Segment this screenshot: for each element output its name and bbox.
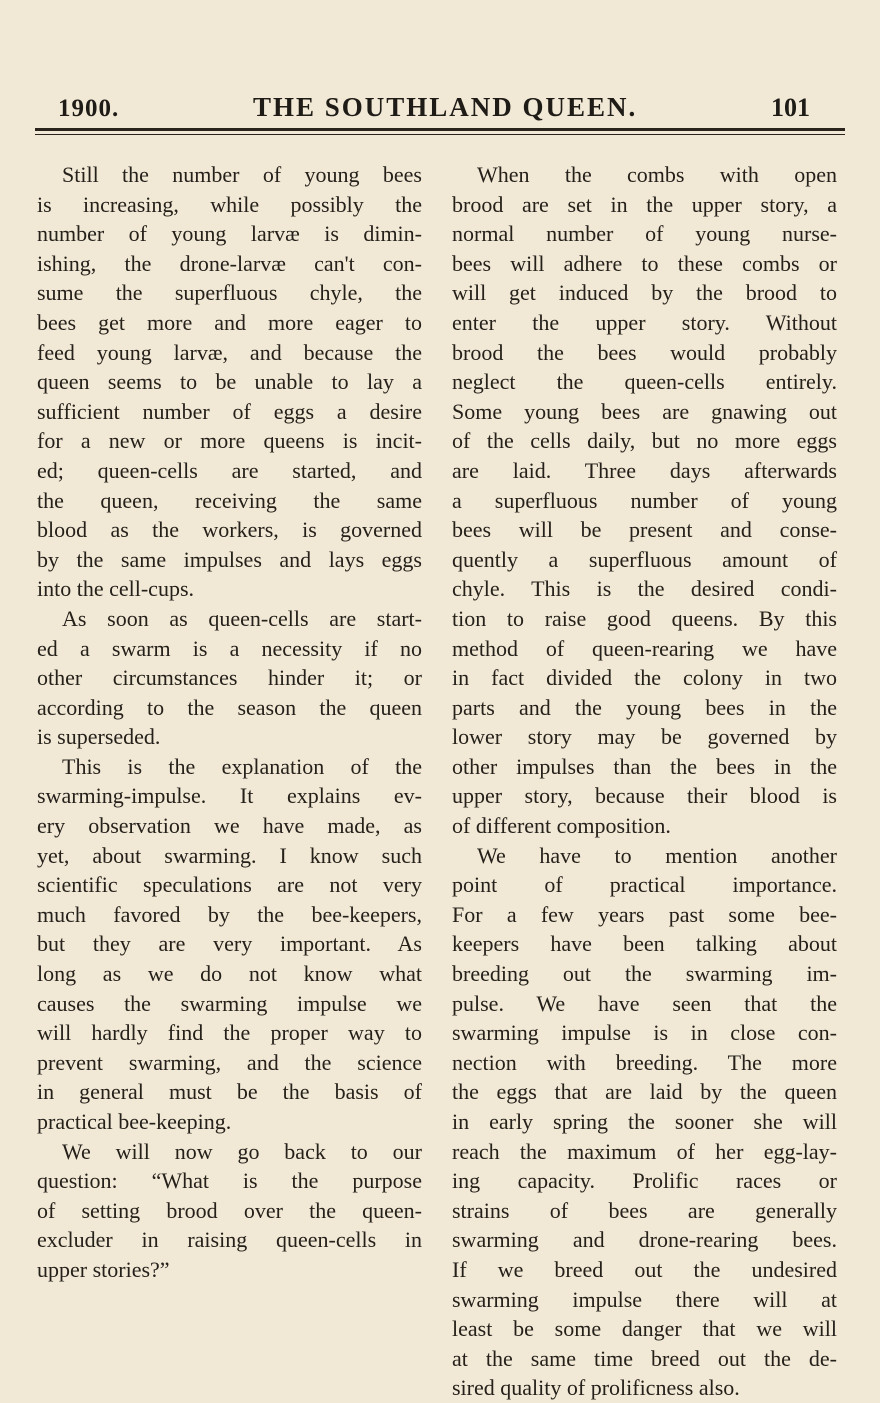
text-line: question: “What is the purpose	[37, 1168, 422, 1194]
text-line: blood as the workers, is governed	[37, 517, 422, 543]
text-line: prevent swarming, and the science	[37, 1049, 422, 1075]
text-line: When the combs with open	[477, 162, 837, 187]
text-line: nection with breeding. The more	[452, 1049, 837, 1075]
text-line: long as we do not know what	[37, 961, 422, 987]
text-line: parts and the young bees in the	[452, 694, 837, 720]
text-line: into the cell-cups.	[37, 576, 195, 602]
text-line: is increasing, while possibly the	[37, 191, 422, 217]
text-line: upper stories?”	[37, 1256, 170, 1282]
text-line: enter the upper story. Without	[452, 309, 837, 335]
text-line: bees will be present and conse-	[452, 517, 837, 543]
text-line: a superfluous number of young	[452, 487, 837, 513]
text-line: by the same impulses and lays eggs	[37, 546, 422, 572]
text-line: ing capacity. Prolific races or	[452, 1168, 837, 1194]
text-line: causes the swarming impulse we	[37, 990, 422, 1016]
text-line: sufficient number of eggs a desire	[37, 398, 422, 424]
text-line: queen seems to be unable to lay a	[37, 369, 422, 395]
text-line: As soon as queen-cells are start-	[62, 605, 422, 631]
text-line: the queen, receiving the same	[37, 487, 422, 513]
header-rule-thick	[35, 128, 845, 131]
running-head	[58, 92, 810, 128]
text-line: swarming impulse there will at	[452, 1286, 837, 1312]
text-line: This is the explanation of the	[62, 753, 422, 779]
page-number: 101	[770, 93, 810, 122]
left-column	[37, 160, 422, 1285]
journal-title: THE SOUTHLAND QUEEN.	[252, 92, 638, 122]
text-line: excluder in raising queen-cells in	[37, 1227, 422, 1253]
text-line: ery observation we have made, as	[37, 813, 422, 839]
header-rule-thin	[35, 134, 845, 135]
text-line: is superseded.	[37, 724, 161, 750]
text-line: breeding out the swarming im-	[452, 961, 837, 987]
text-line: feed young larvæ, and because the	[37, 339, 422, 365]
text-line: ed; queen-cells are started, and	[37, 457, 422, 483]
text-line: least be some danger that we will	[452, 1316, 837, 1342]
text-line: will get induced by the brood to	[452, 280, 837, 306]
header-year: 1900.	[58, 95, 120, 122]
text-line: practical bee-keeping.	[37, 1109, 232, 1134]
text-line: method of queen-rearing we have	[452, 635, 837, 661]
text-line: much favored by the bee-keepers,	[37, 901, 422, 927]
text-line: other circumstances hinder it; or	[37, 665, 422, 691]
text-line: normal number of young nurse-	[452, 221, 837, 247]
text-line: swarming-impulse. It explains ev-	[37, 783, 422, 809]
text-line: tion to raise good queens. By this	[452, 605, 837, 631]
text-line: We will now go back to our	[62, 1138, 422, 1164]
text-line: ishing, the drone-larvæ can't con-	[37, 250, 422, 276]
text-line: other impulses than the bees in the	[452, 753, 837, 779]
text-line: at the same time breed out the de-	[452, 1345, 837, 1371]
right-column	[452, 160, 837, 1403]
text-line: chyle. This is the desired condi-	[452, 576, 837, 602]
text-line: according to the season the queen	[37, 694, 422, 720]
text-line: keepers have been talking about	[452, 931, 837, 957]
text-line: in early spring the sooner she will	[452, 1109, 837, 1134]
text-line: brood are set in the upper story, a	[452, 191, 837, 217]
text-line: of setting brood over the queen-	[37, 1197, 422, 1223]
text-line: but they are very important. As	[37, 931, 422, 957]
text-line: If we breed out the undesired	[452, 1256, 837, 1282]
text-line: yet, about swarming. I know such	[37, 842, 422, 868]
text-line: ed a swarm is a necessity if no	[37, 635, 422, 661]
text-line: swarming impulse is in close con-	[452, 1020, 837, 1046]
text-line: swarming and drone-rearing bees.	[452, 1227, 837, 1253]
text-line: Some young bees are gnawing out	[452, 398, 837, 424]
text-line: lower story may be governed by	[452, 724, 837, 750]
text-line: upper story, because their blood is	[452, 783, 837, 809]
text-line: bees will adhere to these combs or	[452, 250, 837, 276]
text-line: point of practical importance.	[452, 872, 837, 898]
text-line: reach the maximum of her egg-lay-	[452, 1138, 837, 1164]
text-line: neglect the queen-cells entirely.	[452, 369, 837, 395]
text-line: in general must be the basis of	[37, 1079, 422, 1105]
text-line: of the cells daily, but no more eggs	[452, 428, 837, 454]
text-line: bees get more and more eager to	[37, 309, 422, 335]
text-line: brood the bees would probably	[452, 339, 837, 365]
text-line: strains of bees are generally	[452, 1197, 837, 1223]
text-line: We have to mention another	[477, 842, 837, 868]
text-line: sired quality of prolificness also.	[452, 1375, 740, 1401]
text-line: for a new or more queens is incit-	[37, 428, 422, 454]
text-line: For a few years past some bee-	[452, 901, 837, 927]
text-line: in fact divided the colony in two	[452, 665, 837, 691]
text-line: will hardly find the proper way to	[37, 1020, 422, 1046]
text-line: pulse. We have seen that the	[452, 990, 837, 1016]
text-line: quently a superfluous amount of	[452, 546, 837, 572]
text-line: the eggs that are laid by the queen	[452, 1079, 837, 1105]
text-line: number of young larvæ is dimin-	[37, 221, 422, 247]
text-line: of different composition.	[452, 813, 671, 839]
text-line: scientific speculations are not very	[37, 872, 422, 898]
text-line: Still the number of young bees	[62, 162, 422, 187]
text-line: are laid. Three days afterwards	[452, 457, 837, 483]
text-line: sume the superfluous chyle, the	[37, 280, 422, 306]
